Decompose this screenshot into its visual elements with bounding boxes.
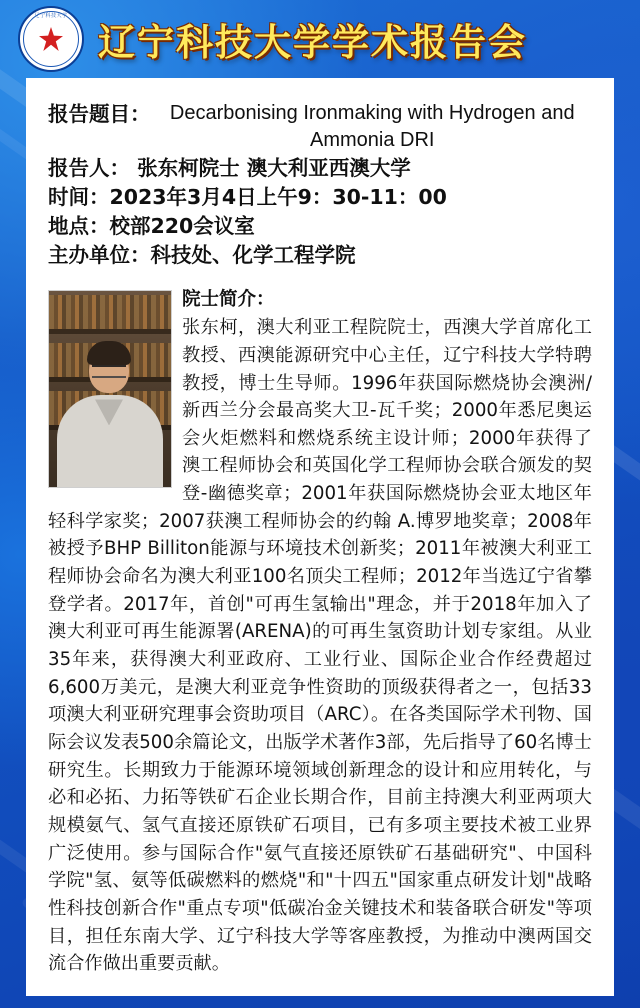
page-title: 辽宁科技大学学术报告会 xyxy=(98,21,527,64)
poster-header xyxy=(0,0,640,74)
speaker-portrait xyxy=(48,290,172,488)
emblem-top-text: 辽宁科技大学 xyxy=(34,13,68,19)
bio-section xyxy=(48,286,592,978)
bookshelf-books xyxy=(49,295,171,329)
time-line: 时间：2023年3月4日上午9：30-11：00 xyxy=(48,185,447,210)
portrait-hair xyxy=(87,341,131,365)
event-info-block xyxy=(48,100,592,270)
bio-text: 张东柯，澳大利亚工程院院士，西澳大学首席化工教授、西澳能源研究中心主任，辽宁科技大学特聘教授，博士生导师。1996年获国际燃烧协会澳洲/新西兰分会最高奖大卫-瓦千奖；2000年悉尼奥运会火炬燃料和燃烧系统主设计师；2000年获得了澳工程师协会和英国化学工程师协会联合颁发的契登-幽德奖章；2001年获国际燃烧协会亚太地区年轻科学家奖；2007获澳工程师协会的约翰 A.博罗地奖章；2008年被授予BHP Billiton能源与环境技术创新奖；2011年被澳大利亚工程师协会命名为澳大利亚100名顶尖工程师；2012年当选辽宁省攀登学者。2017年，首创"可再生氢输出"理念，并于2018年加入了澳大利亚可再生能源署(ARENA)的可再生氢资助计划专家组。从业35年来，获得澳大利亚政府、工业行业、国际企业合作经费超过6,600万美元，是澳大利亚竞争性资助的顶级获得者之一，包括33项澳大利亚研究理事会资助项目（ARC）。在各类国际学术刊物、国际会议发表500余篇论文，出版学术著作3部，先后指导了60名博士研究生。长期致力于能源环境领域创新理念的设计和应用转化，与必和必拓、力拓等铁矿石企业长期合作，目前主持澳大利亚两项大规模氨气、氢气直接还原铁矿石项目，已有多项主要技术被工业界广泛使用。参与国际合作"氨气直接还原铁矿石基础研究"、中国科学院"氢、氨等低碳燃料的燃烧"和"十四五"国家重点研发计划"战略性科技创新合作"重点专项"低碳冶金关键技术和装备联合研发"等项目，担任东南大学、辽宁科技大学等客座教授，为推动中澳两国交流合作做出重要贡献。 xyxy=(48,317,592,975)
bookshelf-shelf xyxy=(49,329,171,334)
location-line: 地点：校部220会议室 xyxy=(48,214,255,239)
bio-heading: 院士简介： xyxy=(182,289,275,311)
university-emblem-icon xyxy=(18,6,84,72)
topic-label: 报告题目： xyxy=(48,102,151,126)
topic-value: Decarbonising Ironmaking with Hydrogen and Ammonia DRI xyxy=(169,102,575,151)
organizer-line: 主办单位：科技处、化学工程学院 xyxy=(48,243,356,268)
topic-row xyxy=(48,100,592,154)
content-card xyxy=(26,78,614,996)
speaker-line: 报告人： 张东柯院士 澳大利亚西澳大学 xyxy=(48,156,411,180)
portrait-glasses-icon xyxy=(92,365,126,378)
